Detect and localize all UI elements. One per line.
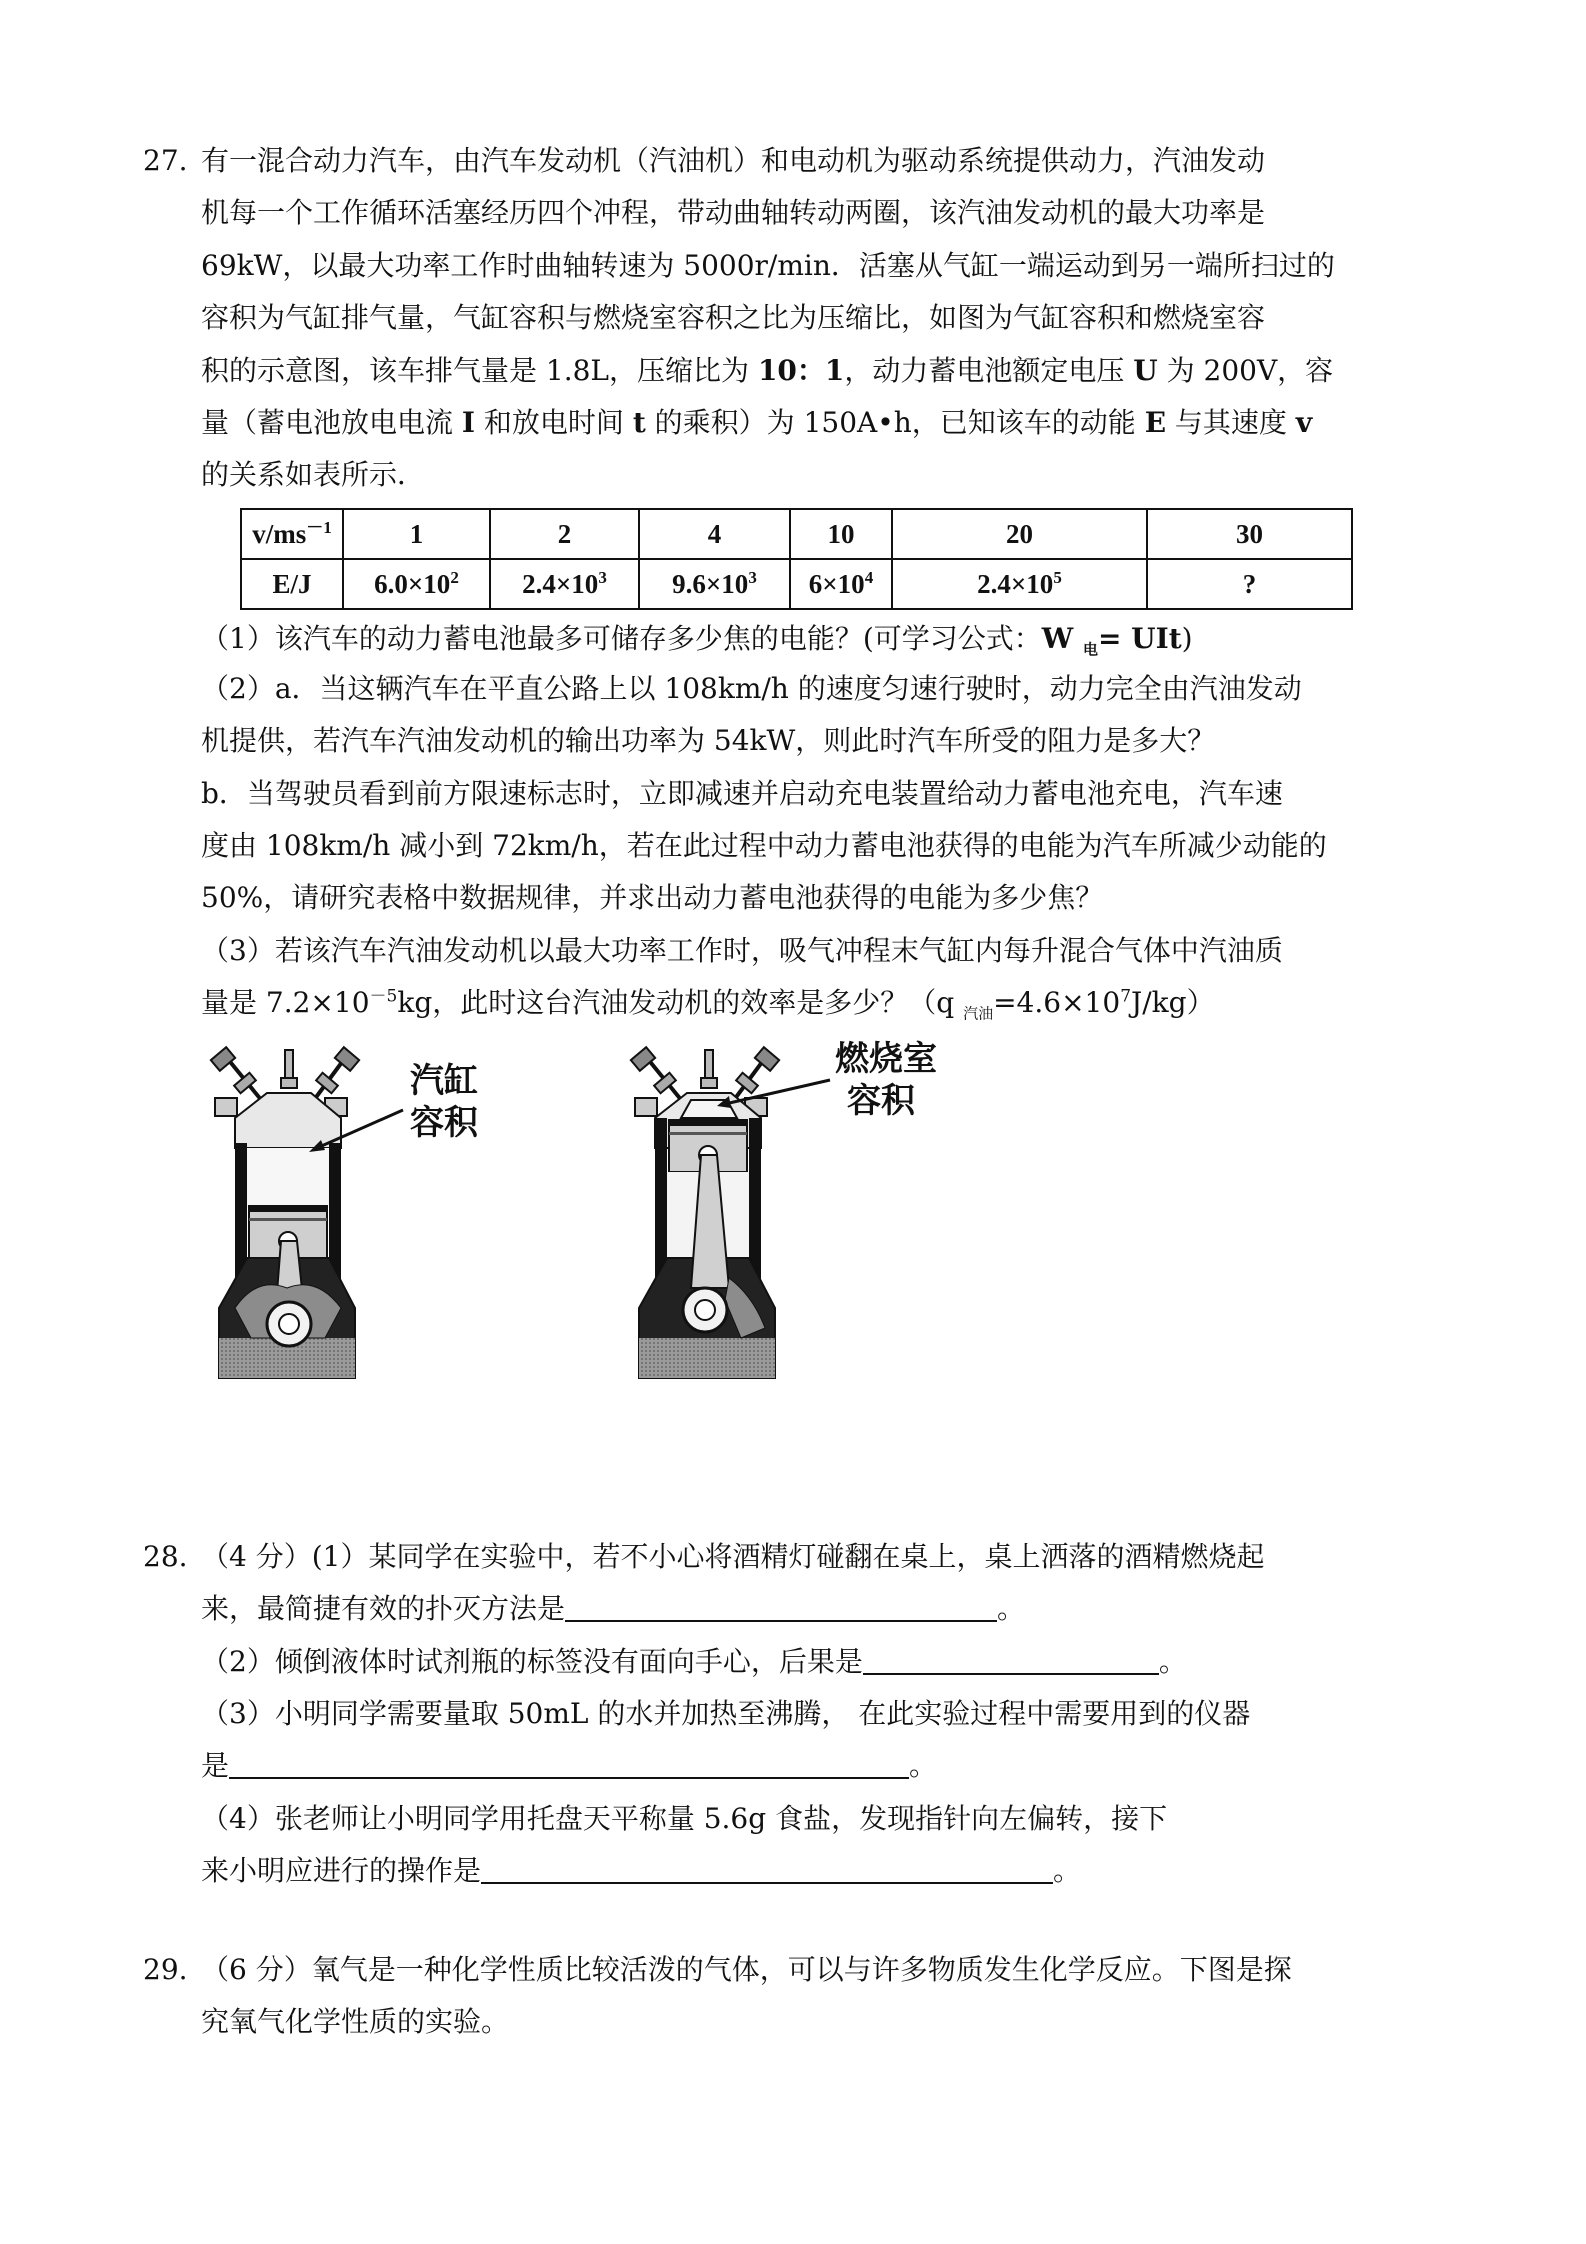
answer-blank-2[interactable] xyxy=(863,1643,1159,1675)
q27-part-3-line-1: （3）若该汽车汽油发动机以最大功率工作时，吸气冲程末气缸内每升混合气体中汽油质 xyxy=(201,934,1283,967)
table-cell-E: $2.4\times 10^3$ xyxy=(490,559,639,609)
q28-part-3-line-1: （3）小明同学需要量取 50mL 的水并加热至沸腾， 在此实验过程中需要用到的仪器 xyxy=(201,1697,1251,1730)
q27-intro-line-7: 的关系如表所示． xyxy=(201,458,426,491)
answer-blank-1[interactable] xyxy=(565,1590,997,1622)
q27-part-3-line-2: 量是 $7.2\times 10^{-5}kg$，此时这台汽油发动机的效率是多少？（q $_{汽油}=4.6\times 10^7J/kg$） xyxy=(201,986,1215,1023)
answer-blank-3[interactable] xyxy=(229,1747,909,1779)
table-cell-E: $6.0\times 10^2$ xyxy=(343,559,490,609)
table-cell-v: 30 xyxy=(1147,509,1352,559)
spark-plug-icon xyxy=(701,1050,717,1088)
table-row-E xyxy=(241,559,1352,609)
q29-line-1: （6 分）氧气是一种化学性质比较活泼的气体，可以与许多物质发生化学反应。下图是探 xyxy=(201,1953,1292,1986)
table-cell-v: 20 xyxy=(892,509,1147,559)
q27-part-2a-line-2: 机提供，若汽车汽油发动机的输出功率为 54kW，则此时汽车所受的阻力是多大？ xyxy=(201,724,1216,757)
q27-intro-line-2: 机每一个工作循环活塞经历四个冲程，带动曲轴转动两圈，该汽油发动机的最大功率是 xyxy=(201,196,1266,229)
q28-line-1: （4 分）(1）某同学在实验中，若不小心将酒精灯碰翻在桌上，桌上洒落的酒精燃烧起 xyxy=(201,1540,1265,1573)
spark-plug-icon xyxy=(281,1050,297,1088)
q27-intro-line-6: 量（蓄电池放电电流 I 和放电时间 t 的乘积）为 150A•h，已知该车的动能 E 与其速度 v xyxy=(201,406,1313,439)
table-row-v xyxy=(241,509,1352,559)
q28-part-4-line-1: （4）张老师让小明同学用托盘天平称量 5.6g 食盐，发现指针向左偏转，接下 xyxy=(201,1802,1168,1835)
table-cell-E: ? xyxy=(1147,559,1352,609)
q29-number: 29. xyxy=(143,1953,188,1986)
q28-line-2: 来，最简捷有效的扑灭方法是 。 xyxy=(201,1592,1026,1625)
table-cell-E: $2.4\times 10^5$ xyxy=(892,559,1147,609)
q27-intro-line-5: 积的示意图，该车排气量是 1.8L，压缩比为 10：1，动力蓄电池额定电压 U 为 200V，容 xyxy=(201,354,1334,387)
q27-part-2b-line-2: 度由 108km/h 减小到 72km/h，若在此过程中动力蓄电池获得的电能为汽车所减少动能的 xyxy=(201,829,1327,862)
answer-blank-4[interactable] xyxy=(481,1852,1053,1884)
label-cylinder-volume: 汽缸 容积 xyxy=(410,1061,478,1143)
q27-number: 27. xyxy=(143,144,188,177)
table-cell-E: $9.6\times 10^3$ xyxy=(639,559,790,609)
symbol-t: t xyxy=(632,406,646,439)
q27-intro-line-1: 有一混合动力汽车，由汽车发动机（汽油机）和电动机为驱动系统提供动力，汽油发动 xyxy=(201,144,1266,177)
q28-part-3-line-2: 是 。 xyxy=(201,1749,938,1782)
table-cell-v: 2 xyxy=(490,509,639,559)
q27-intro-line-3: 69kW，以最大功率工作时曲轴转速为 5000r/min．活塞从气缸一端运动到另一端所扫过的 xyxy=(201,249,1335,282)
table-cell-v: 10 xyxy=(790,509,892,559)
engine-figure-cylinder-volume xyxy=(205,1038,495,1388)
table-header-E: E/J xyxy=(241,559,343,609)
q29-line-2: 究氧气化学性质的实验。 xyxy=(201,2005,510,2038)
q28-part-4-line-2: 来小明应进行的操作是 。 xyxy=(201,1854,1082,1887)
engine-figure-chamber-volume xyxy=(625,1038,945,1388)
q27-part-2b-line-1: b．当驾驶员看到前方限速标志时，立即减速并启动充电装置给动力蓄电池充电，汽车速 xyxy=(201,777,1283,810)
table-cell-v: 4 xyxy=(639,509,790,559)
q27-part-1: （1）该汽车的动力蓄电池最多可储存多少焦的电能？(可学习公式：W $_电$= UIt) xyxy=(201,622,1193,659)
symbol-I: I xyxy=(461,406,476,439)
table-cell-v: 1 xyxy=(343,509,490,559)
symbol-U: U xyxy=(1133,354,1158,387)
table-cell-E: $6\times 10^4$ xyxy=(790,559,892,609)
q28-part-2: （2）倾倒液体时试剂瓶的标签没有面向手心，后果是 。 xyxy=(201,1645,1187,1678)
label-combustion-chamber-volume: 燃烧室 容积 xyxy=(835,1039,937,1121)
q28-number: 28. xyxy=(143,1540,188,1573)
symbol-E: E xyxy=(1144,406,1167,439)
q27-part-2a-line-1: （2）a．当这辆汽车在平直公路上以 108km/h 的速度匀速行驶时，动力完全由汽油发动 xyxy=(201,672,1302,705)
table-header-v: $v/ms^{-1}$ xyxy=(241,509,343,559)
q27-intro-line-4: 容积为气缸排气量，气缸容积与燃烧室容积之比为压缩比，如图为气缸容积和燃烧室容 xyxy=(201,301,1266,334)
compression-ratio: 10：1 xyxy=(757,354,845,387)
speed-energy-table xyxy=(240,508,1353,610)
q27-part-2b-line-3: 50%，请研究表格中数据规律，并求出动力蓄电池获得的电能为多少焦？ xyxy=(201,881,1104,914)
symbol-v: v xyxy=(1295,406,1313,439)
